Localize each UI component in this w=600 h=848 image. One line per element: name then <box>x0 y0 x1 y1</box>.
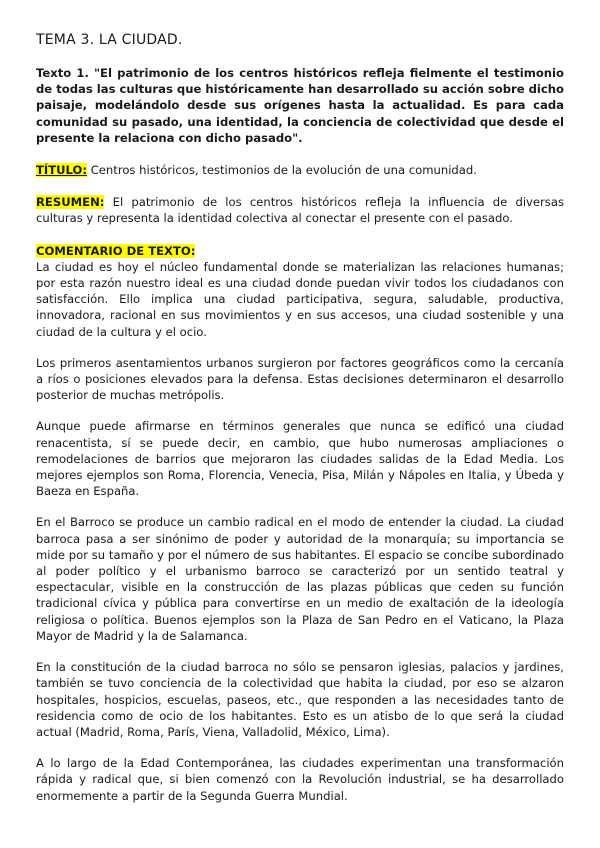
comentario-label: COMENTARIO DE TEXTO: <box>36 243 196 258</box>
quote-paragraph: Texto 1. "El patrimonio de los centros históricos refleja fielmente el testimonio de todas las culturas que históricamente han desarrollado su acción sobre dicho paisaje, modelándolo desde sus orígenes hasta la actualidad. Es para cada comunidad su pasado, una identidad, la conciencia de colectividad que desde el presente la relaciona con dicho pasado". <box>36 66 564 145</box>
resumen-text: El patrimonio de los centros históricos refleja la influencia de diversas culturas y representa la identidad colectiva al conectar el presente con el pasado. <box>36 195 564 226</box>
comentario-paragraph: Aunque puede afirmarse en términos generales que nunca se edificó una ciudad renacentista, sí se puede decir, en cambio, que hubo numerosas ampliaciones o remodelaciones de barrios que mejoraron las ciudades salidas de la Edad Media. Los mejores ejemplos son Roma, Florencia, Venecia, Pisa, Milán y Nápoles en Italia, y Úbeda y Baeza en España. <box>36 419 564 499</box>
comentario-paragraph: Los primeros asentamientos urbanos surgieron por factores geográficos como la cercanía a ríos o posiciones elevados para la defensa. Estas decisiones determinaron el desarrollo posterior de muchas metrópolis. <box>36 355 564 403</box>
comentario-paragraph: En el Barroco se produce un cambio radical en el modo de entender la ciudad. La ciudad barroca pasa a ser sinónimo de poder y autoridad de la monarquía; su importancia se mide por su tamaño y por el número de sus habitantes. El espacio se concibe subordinado al poder político y el urbanismo barroco se caracterizó por un sentido teatral y espectacular, visible en la construcción de las plazas públicas que ceden su función tradicional cívica y pública para convertirse en un medio de exaltación de la ideología religiosa o política. Buenos ejemplos son la Plaza de San Pedro en el Vaticano, la Plaza Mayor de Madrid y la de Salamanca. <box>36 515 564 643</box>
titulo-label: TÍTULO: <box>36 163 88 178</box>
comentario-paragraph: A lo largo de la Edad Contemporánea, las ciudades experimentan una transformación rápida y radical que, si bien comenzó con la Revolución industrial, se ha desarrollado enormemente a partir de la Segunda Guerra Mundial. <box>36 756 564 803</box>
comentario-paragraph: En la constitución de la ciudad barroca no sólo se pensaron iglesias, palacios y jardines, también se tuvo conciencia de la colectividad que habita la ciudad, por eso se alzaron hospitales, hospicios, escuelas, paseos, etc., que responden a las necesidades tanto de residencia como de ocio de los habitantes. Esto es un atisbo de lo que será la ciudad actual (Madrid, Roma, París, Viena, Valladolid, México, Lima). <box>36 660 564 739</box>
page-title: TEMA 3. LA CIUDAD. <box>36 32 183 48</box>
titulo-section <box>36 162 564 178</box>
comentario-paragraph: La ciudad es hoy el núcleo fundamental donde se materializan las relaciones humanas; por esta razón nuestro ideal es una ciudad donde puedan vivir todos los ciudadanos con satisfacción. Ello implica una ciudad participativa, segura, saludable, productiva, innovadora, racional en sus movimientos y en sus accesos, una ciudad sostenible y una ciudad de la cultura y el ocio. <box>36 259 564 339</box>
document-page <box>36 32 564 804</box>
resumen-section <box>36 194 564 226</box>
resumen-label: RESUMEN: <box>36 195 105 210</box>
comentario-heading <box>36 243 564 259</box>
titulo-text: Centros históricos, testimonios de la evolución de una comunidad. <box>87 163 477 178</box>
